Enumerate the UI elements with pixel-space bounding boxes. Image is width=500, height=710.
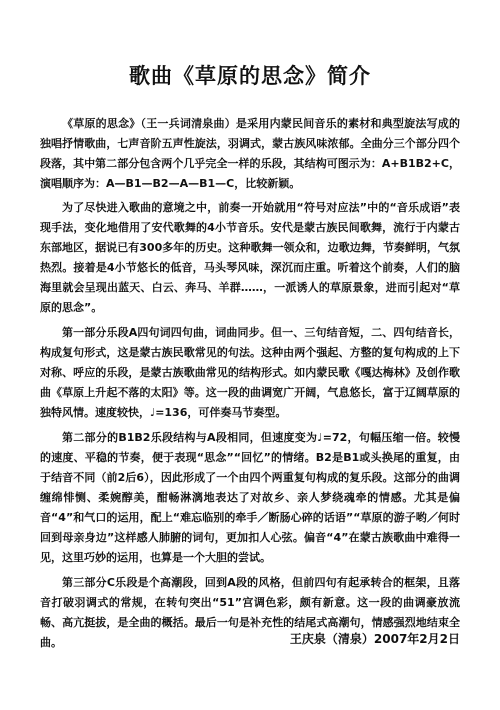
paragraph-intro: 《草原的思念》（王一兵词清泉曲）是采用内蒙民间音乐的素材和典型旋法写成的独唱抒情歌曲，七声音阶五声性旋法，羽调式，蒙古族风味浓郁。全曲分三个部分四个段落，其中第二部分包含两个几乎完全一样的乐段，其结构可图示为：A+B1B2+C，演唱顺序为：A—B1—B2—A—B1—C，比较新颖。 xyxy=(40,117,460,190)
author-signature: 王庆泉（清泉）2007年2月2日 xyxy=(289,632,460,646)
paragraph-part-three: 第三部分C乐段是个高潮段，回到A段的风格，但前四句有起承转合的框架，且落音打破羽调式的常规，在转句突出“51”宫调色彩，颇有新意。这一段的曲调豪放流畅、高亢挺拔，是全曲的概括。最后一句是补充性的结尾式高潮句，情感强烈地结束全曲。 xyxy=(40,576,460,649)
paragraph-part-two: 第二部分的B1B2乐段结构与A段相同，但速度变为♩=72，句幅压缩一倍。较慢的速度、平稳的节奏，便于表现“思念”“回忆”的情绪。B2是B1或头换尾的重复，由于结音不同（前2后6），因此形成了一个由四个两重复句构成的复乐段。这部分的曲调缠绵悱恻、柔婉醇美，酣畅淋漓地表达了对故乡、亲人梦绕魂牵的情感。尤其是偏音“4”和气口的运用，配上“难忘临别的牵手／断肠心碎的话语”“草原的游子哟／何时回到母亲身边”这样感人肺腑的词句，更加扣人心弦。偏音“4”在蒙古族歌曲中难得一见，这里巧妙的运用，也算是一个大胆的尝试。 xyxy=(40,431,460,564)
document-title: 歌曲《草原的思念》简介 xyxy=(129,64,371,88)
paragraph-part-one: 第一部分乐段A四句词四句曲，词曲同步。但一、三句结音短，二、四句结音长，构成复句形式，这是蒙古族民歌常见的句法。这种由两个强起、方整的复句构成的上下对称、呼应的乐段，是蒙古族歌曲常见的结构形式。如内蒙民歌《嘎达梅林》及创作歌曲《草原上升起不落的太阳》等。这一段的曲调宽广开阔，气息悠长，富于辽阔草原的独特风情。速度较快，♩=136，可伴奏马节奏型。 xyxy=(40,326,460,419)
paragraph-prelude: 为了尽快进入歌曲的意境之中，前奏一开始就用“符号对应法”中的“音乐成语”表现手法，变化地借用了安代歌舞的4小节音乐。安代是蒙古族民间歌舞，流行于内蒙古东部地区，据说已有300多年的历史。这种歌舞一领众和，边歌边舞，节奏鲜明，气氛热烈。接着是4小节悠长的低音，马头琴风味，深沉而庄重。听着这个前奏，人们的脑海里就会呈现出蓝天、白云、奔马、羊群……，一派诱人的草原景象，进而引起对“草原的思念”。 xyxy=(40,201,460,314)
